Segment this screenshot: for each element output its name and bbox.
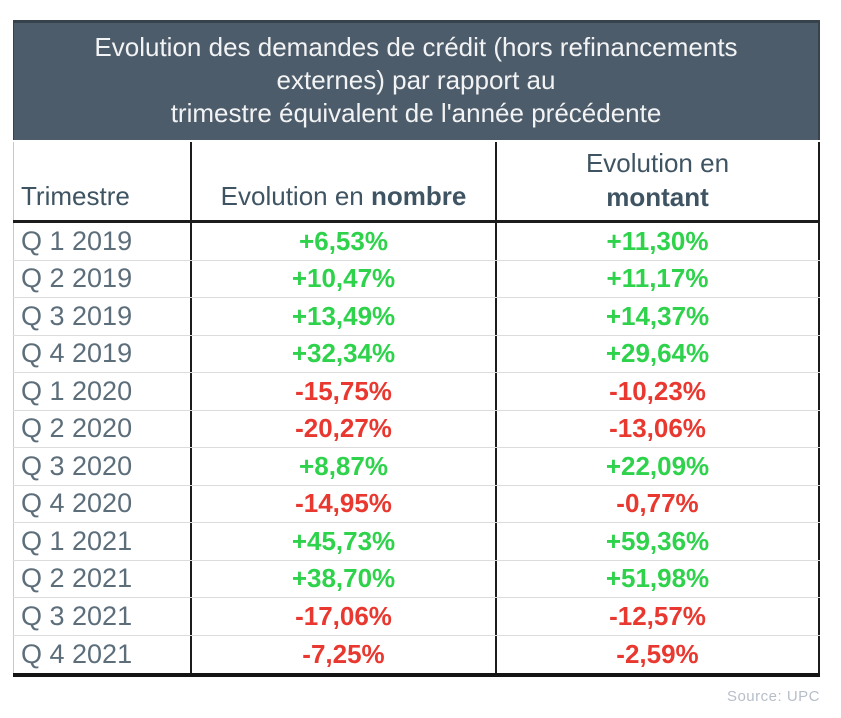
nombre-value: +45,73%: [192, 523, 497, 560]
quarter-label: Q 3 2019: [13, 298, 192, 335]
column-header-montant-prefix: Evolution en: [585, 148, 730, 178]
quarter-label: Q 3 2021: [13, 598, 192, 635]
title-line: externes) par rapport au: [276, 65, 556, 95]
nombre-value: +38,70%: [192, 561, 497, 598]
montant-value: +22,09%: [497, 448, 820, 485]
nombre-value: -15,75%: [192, 373, 497, 410]
montant-value: -12,57%: [497, 598, 820, 635]
quarter-label: Q 3 2020: [13, 448, 192, 485]
montant-value: +51,98%: [497, 561, 820, 598]
quarter-label: Q 2 2021: [13, 561, 192, 598]
nombre-value: +8,87%: [192, 448, 497, 485]
title-line: Evolution des demandes de crédit (hors refinancements: [94, 32, 738, 62]
montant-value: -13,06%: [497, 411, 820, 448]
credit-evolution-table: [13, 20, 820, 677]
quarter-label: Q 4 2019: [13, 336, 192, 373]
montant-value: -10,23%: [497, 373, 820, 410]
table-row: [13, 448, 820, 486]
quarter-label: Q 1 2019: [13, 223, 192, 260]
table-header-row: [13, 142, 820, 223]
column-header-trimestre: Trimestre: [13, 142, 192, 220]
title-line: trimestre équivalent de l'année précédente: [170, 98, 662, 128]
montant-value: -2,59%: [497, 636, 820, 674]
table-row: [13, 523, 820, 561]
table-row: [13, 636, 820, 674]
nombre-value: +13,49%: [192, 298, 497, 335]
montant-value: +29,64%: [497, 336, 820, 373]
column-header-nombre-bold: nombre: [370, 181, 467, 211]
column-header-nombre: [192, 142, 497, 220]
montant-value: +11,30%: [497, 223, 820, 260]
quarter-label: Q 4 2021: [13, 636, 192, 674]
table-title: [13, 20, 820, 140]
nombre-value: -17,06%: [192, 598, 497, 635]
table-row: [13, 561, 820, 599]
montant-value: +59,36%: [497, 523, 820, 560]
montant-value: +14,37%: [497, 298, 820, 335]
table-row: [13, 373, 820, 411]
quarter-label: Q 1 2021: [13, 523, 192, 560]
column-header-montant: [497, 142, 820, 220]
table-row: [13, 298, 820, 336]
quarter-label: Q 1 2020: [13, 373, 192, 410]
nombre-value: -20,27%: [192, 411, 497, 448]
source-caption: Source: UPC: [726, 688, 820, 705]
table-row: [13, 411, 820, 449]
quarter-label: Q 2 2019: [13, 261, 192, 298]
nombre-value: -7,25%: [192, 636, 497, 674]
quarter-label: Q 2 2020: [13, 411, 192, 448]
quarter-label: Q 4 2020: [13, 486, 192, 523]
nombre-value: +10,47%: [192, 261, 497, 298]
nombre-value: +6,53%: [192, 223, 497, 260]
table-row: [13, 261, 820, 299]
table-row: [13, 598, 820, 636]
table-row: [13, 336, 820, 374]
column-header-montant-bold: montant: [606, 182, 709, 212]
table-row: [13, 486, 820, 524]
montant-value: -0,77%: [497, 486, 820, 523]
column-header-nombre-prefix: Evolution en: [220, 181, 371, 211]
montant-value: +11,17%: [497, 261, 820, 298]
nombre-value: +32,34%: [192, 336, 497, 373]
nombre-value: -14,95%: [192, 486, 497, 523]
table-row: [13, 223, 820, 261]
